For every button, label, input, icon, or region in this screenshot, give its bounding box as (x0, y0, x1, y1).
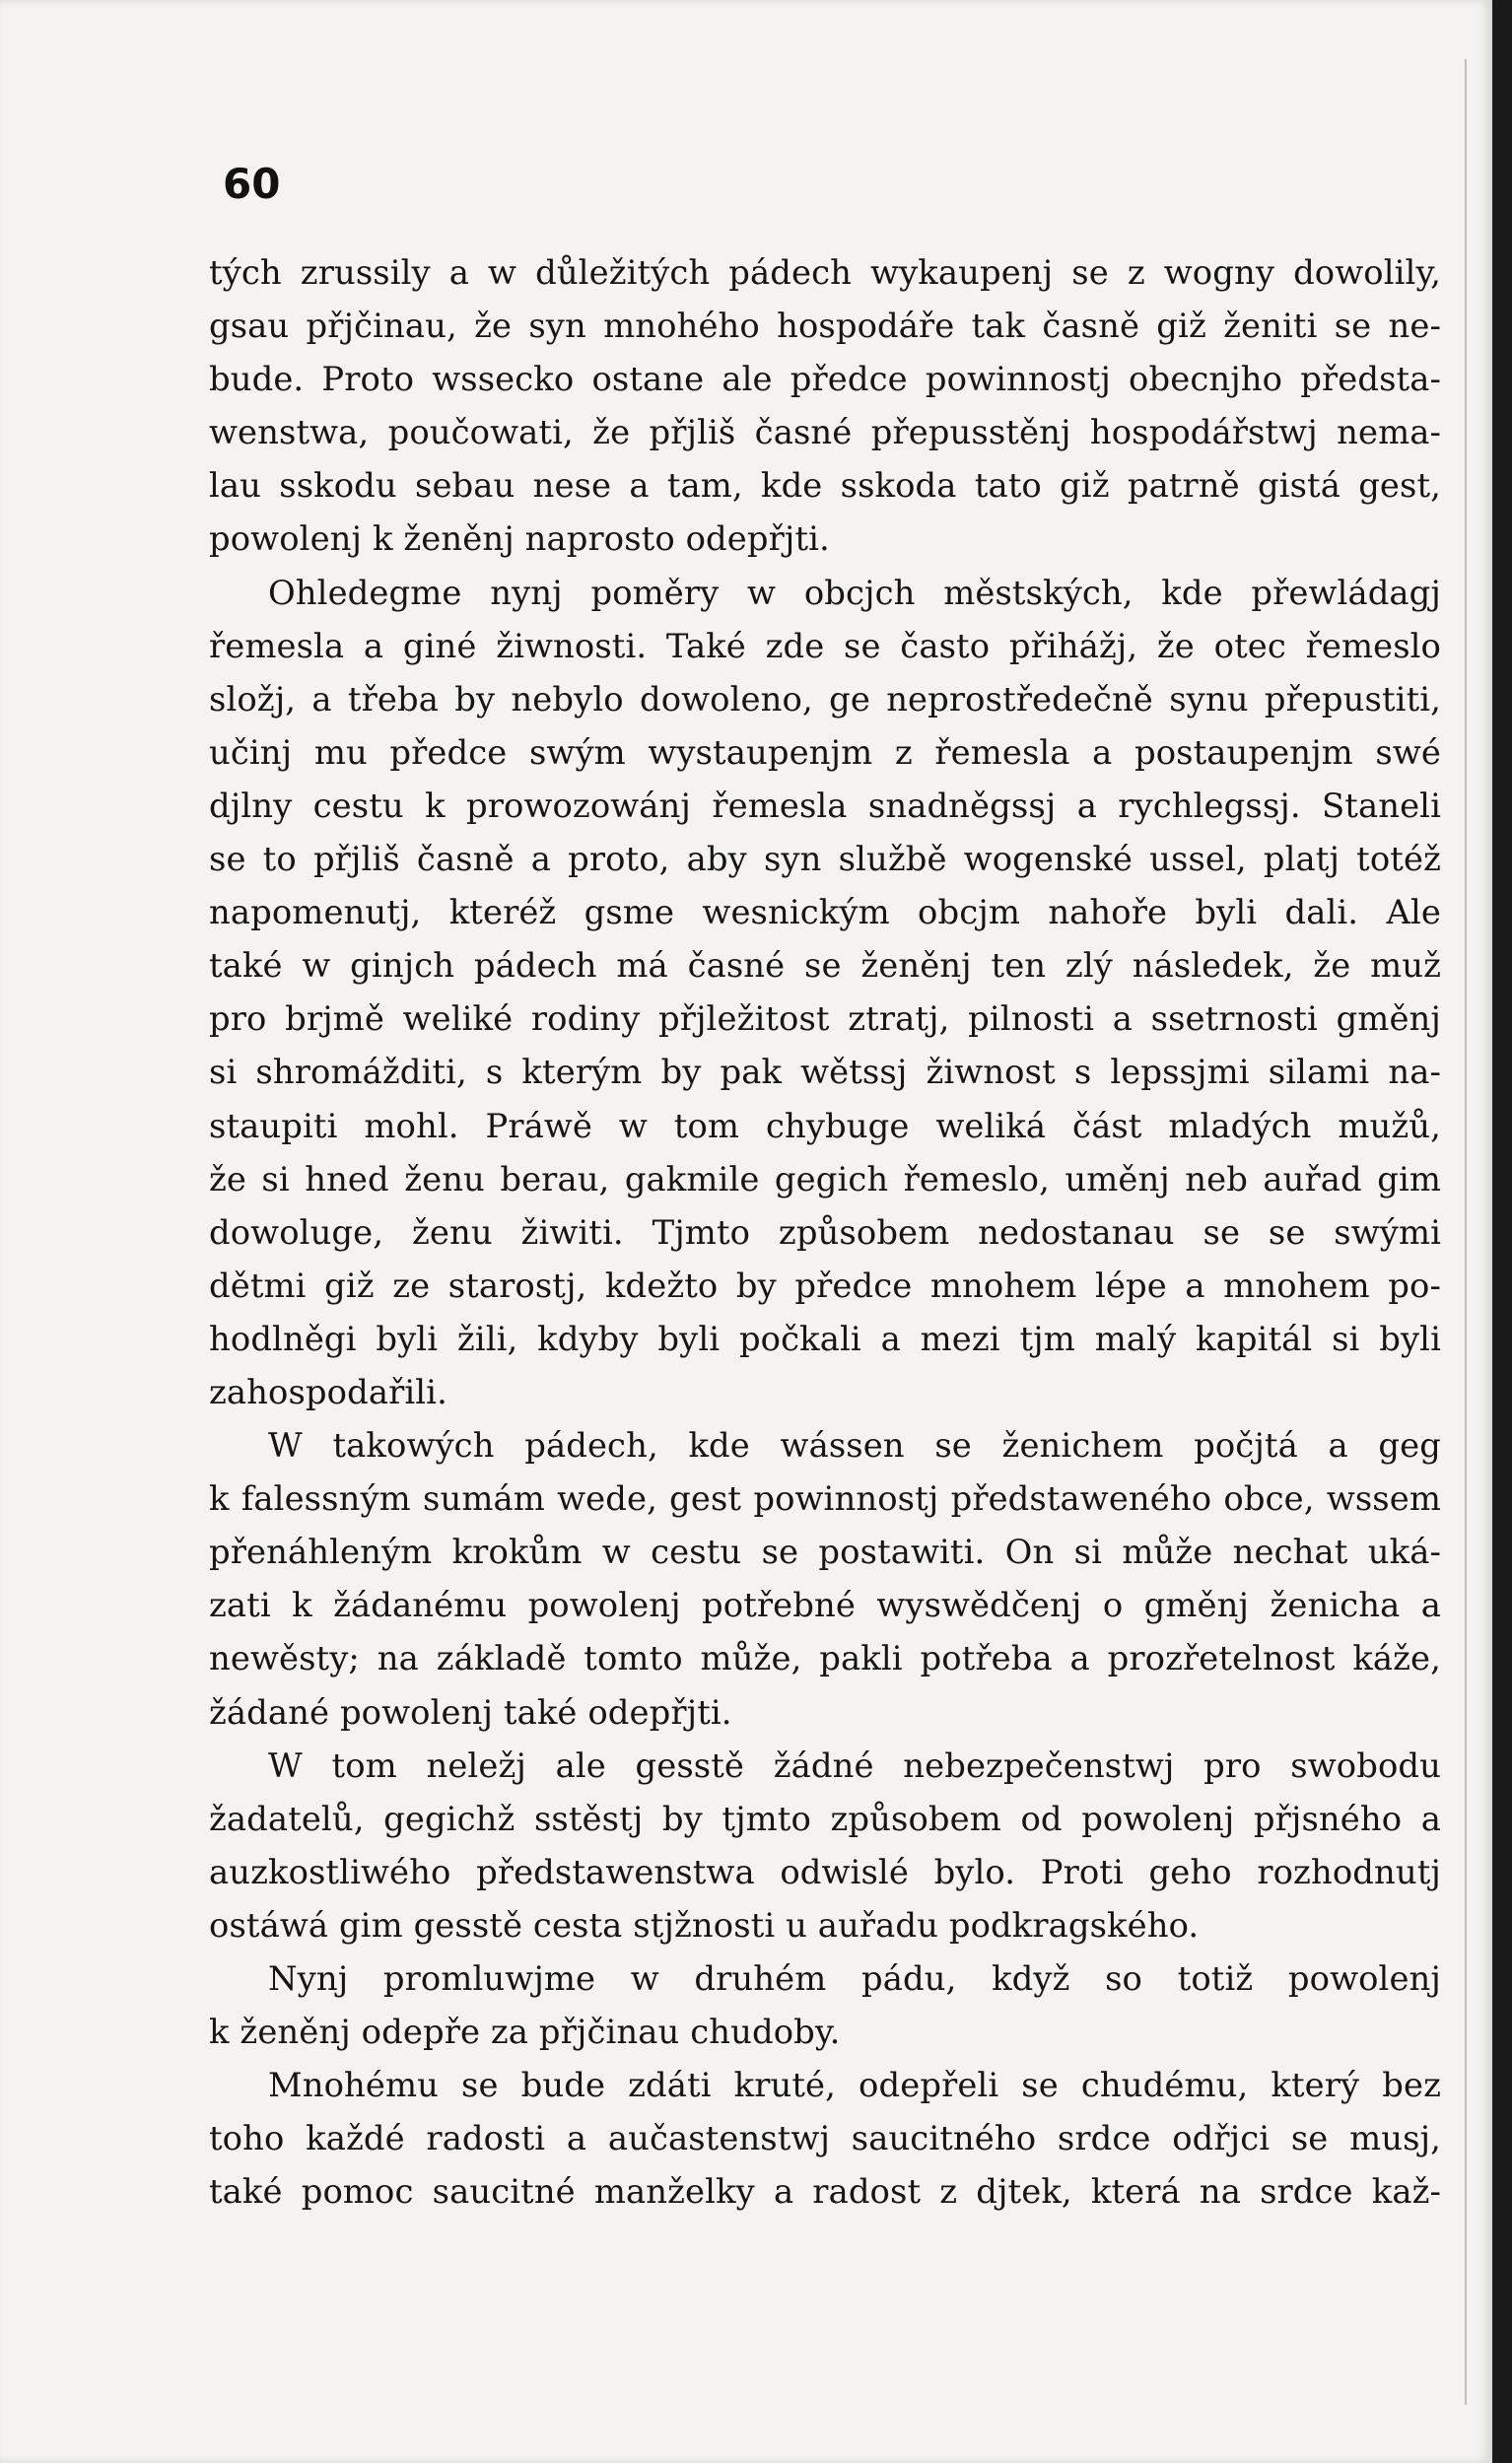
text-line: řemesla a giné žiwnosti. Také zde se často přihážj, že otec řemeslo (209, 626, 1441, 665)
text-line: přenáhleným krokům w cestu se postawiti. On si může nechat uká- (209, 1533, 1441, 1572)
text-line: wenstwa, poučowati, že přjliš časné přepusstěnj hospodářstwj nema- (209, 413, 1441, 452)
text-line: W tom neležj ale gesstě žádné nebezpečenstwj pro swobodu (268, 1745, 1441, 1785)
text-line: newěsty; na základě tomto může, pakli potřeba a prozřetelnost káže, (209, 1639, 1441, 1678)
text-line: také pomoc saucitné manželky a radost z djtek, která na srdce kaž- (209, 2172, 1441, 2212)
text-line: bude. Proto wssecko ostane ale předce powinnostj obecnjho předsta- (209, 360, 1441, 399)
text-line: se to přjliš časně a proto, aby syn službě wogenské ussel, platj totéž (209, 840, 1441, 879)
text-line: pro brjmě weliké rodiny přjležitost ztratj, pilnosti a ssetrnosti gměnj (209, 999, 1441, 1039)
text-line: staupiti mohl. Práwě w tom chybuge weliká část mladých mužů, (209, 1106, 1441, 1145)
body-text (209, 246, 1441, 2219)
text-line: Nynj promluwjme w druhém pádu, když so totiž powolenj (268, 1959, 1441, 1998)
text-line: napomenutj, kteréž gsme wesnickým obcjm nahoře byli dali. Ale (209, 893, 1441, 932)
text-line: djlny cestu k prowozowánj řemesla snadněgssj a rychlegssj. Staneli (209, 786, 1441, 825)
page-edge-line (1465, 59, 1467, 2405)
text-line: Ohledegme nynj poměry w obcjch městských, kde přewládagj (268, 573, 1441, 612)
text-line: hodlněgi byli žili, kdyby byli počkali a mezi tjm malý kapitál si byli (209, 1319, 1441, 1358)
page-number: 60 (223, 160, 281, 208)
text-line: W takowých pádech, kde wássen se ženichem počjtá a geg (268, 1426, 1441, 1466)
text-line: Mnohému se bude zdáti kruté, odepřeli se chudému, který bez (268, 2066, 1441, 2105)
text-line: zati k žádanému powolenj potřebné wyswědčenj o gměnj ženicha a (209, 1586, 1441, 1625)
text-line: auzkostliwého předstawenstwa odwislé bylo. Proti geho rozhodnutj (209, 1852, 1441, 1891)
text-line: dětmi giž ze starostj, kdežto by předce mnohem lépe a mnohem po- (209, 1266, 1441, 1305)
text-line: k ženěnj odepře za přjčinau chudoby. (209, 2013, 841, 2052)
text-line: si shromážditi, s kterým by pak wětssj žiwnost s lepssjmi silami na- (209, 1053, 1441, 1092)
scan-edge (1492, 0, 1512, 2463)
text-line: toho každé radosti a aučastenstwj saucitného srdce odřjci se musj, (209, 2119, 1441, 2158)
text-line: složj, a třeba by nebylo dowoleno, ge neprostředečně synu přepustiti, (209, 679, 1441, 718)
text-line: lau sskodu sebau nese a tam, kde sskoda tato giž patrně gistá gest, (209, 466, 1441, 506)
text-line: k falessným sumám wede, gest powinnostj předstaweného obce, wssem (209, 1479, 1441, 1519)
text-line: gsau přjčinau, že syn mnohého hospodáře tak časně giž ženiti se ne- (209, 307, 1441, 346)
text-line: dowoluge, ženu žiwiti. Tjmto způsobem nedostanau se se swými (209, 1212, 1441, 1252)
text-line: powolenj k ženěnj naprosto odepřjti. (209, 519, 830, 559)
text-line: také w ginjch pádech má časné se ženěnj ten zlý následek, že muž (209, 946, 1441, 986)
text-line: tých zrussily a w důležitých pádech wykaupenj se z wogny dowolily, (209, 253, 1441, 292)
text-line: učinj mu předce swým wystaupenjm z řemesla a postaupenjm swé (209, 732, 1441, 772)
text-line: že si hned ženu berau, gakmile gegich řemeslo, uměnj neb auřad gim (209, 1159, 1441, 1198)
text-line: ostáwá gim gesstě cesta stjžnosti u auřadu podkragského. (209, 1905, 1200, 1945)
text-line: žádané powolenj také odepřjti. (209, 1692, 732, 1732)
text-line: zahospodařili. (209, 1372, 447, 1411)
text-line: žadatelů, gegichž sstěstj by tjmto způsobem od powolenj přjsného a (209, 1799, 1441, 1838)
